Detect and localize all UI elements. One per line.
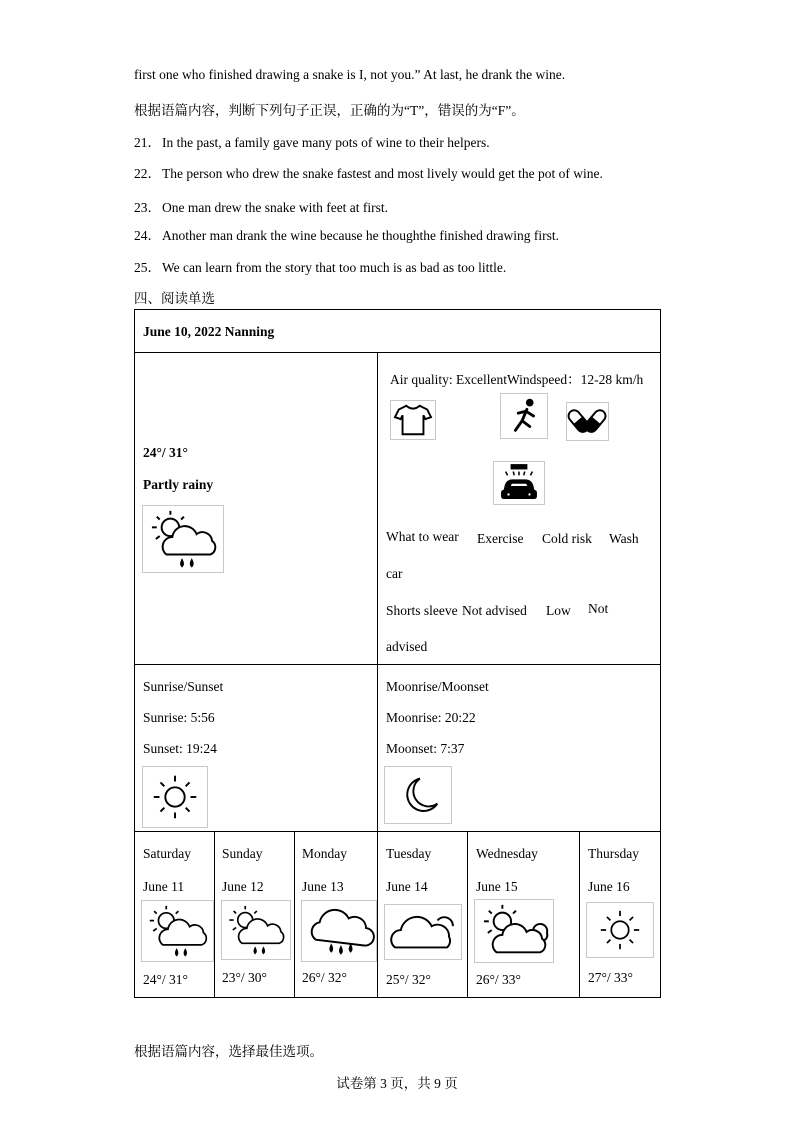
label-cold-risk: Cold risk — [542, 531, 592, 546]
forecast-day: Saturday — [143, 846, 191, 861]
forecast-day: Wednesday — [476, 846, 538, 861]
forecast-temp: 26°/ 32° — [302, 970, 347, 985]
question-number: 23． — [134, 200, 161, 215]
sunrise: Sunrise: 5:56 — [143, 710, 215, 725]
forecast-date: June 16 — [588, 879, 630, 894]
today-temp: 24°/ 31° — [143, 445, 188, 460]
value-wash-line2: advised — [386, 639, 428, 654]
moon-title: Moonrise/Moonset — [386, 679, 489, 694]
question-text: In the past, a family gave many pots of wine to their helpers. — [162, 135, 490, 150]
tshirt-icon — [390, 400, 436, 440]
sun-cell — [134, 664, 378, 832]
value-exercise: Not advised — [462, 603, 527, 618]
value-cold-risk: Low — [546, 603, 571, 618]
sun-cloud-icon — [474, 899, 554, 963]
mc-instruction: 根据语篇内容，选择最佳选项。 — [134, 1044, 323, 1059]
today-cell — [134, 352, 378, 665]
air-quality-windspeed: Air quality: ExcellentWindspeed：12-28 km/h — [390, 372, 644, 387]
label-car: car — [386, 566, 403, 581]
forecast-thursday — [579, 831, 661, 998]
section-title: 四、阅读单选 — [134, 291, 215, 306]
question-number: 25． — [134, 260, 161, 275]
forecast-date: June 11 — [143, 879, 185, 894]
question-text: The person who drew the snake fastest and most lively would get the pot of wine. — [162, 166, 603, 181]
question-text: One man drew the snake with feet at first. — [162, 200, 389, 215]
today-condition: Partly rainy — [143, 477, 214, 492]
forecast-wednesday — [467, 831, 580, 998]
forecast-date: June 13 — [302, 879, 344, 894]
sun-cloud-rain-icon — [142, 505, 224, 573]
question-number: 22． — [134, 166, 161, 181]
value-wash-line1: Not — [588, 601, 609, 616]
pills-icon — [566, 402, 609, 441]
tf-instruction: 根据语篇内容，判断下列句子正误，正确的为“T”，错误的为“F”。 — [134, 103, 525, 118]
weather-header: June 10, 2022 Nanning — [143, 324, 275, 339]
running-person-icon — [500, 393, 548, 439]
question-text: We can learn from the story that too much is as bad as too little. — [162, 260, 507, 275]
moonrise: Moonrise: 20:22 — [386, 710, 476, 725]
forecast-tuesday — [377, 831, 468, 998]
question-number: 21． — [134, 135, 161, 150]
label-exercise: Exercise — [477, 531, 524, 546]
forecast-temp: 25°/ 32° — [386, 972, 431, 987]
label-wash: Wash — [609, 531, 639, 546]
page-footer: 试卷第 3 页，共 9 页 — [336, 1076, 458, 1091]
question-number: 24． — [134, 228, 161, 243]
cloud-rain-icon — [301, 900, 377, 962]
sun-cloud-rain-icon — [221, 900, 291, 960]
question-text: Another man drank the wine because he thoughthe finished drawing first. — [162, 228, 560, 243]
sunset: Sunset: 19:24 — [143, 741, 217, 756]
question-22 — [134, 162, 603, 182]
car-wash-icon — [493, 461, 545, 505]
moon-cell — [377, 664, 661, 832]
label-what-to-wear: What to wear — [386, 529, 459, 544]
passage-end: first one who finished drawing a snake is I, not you.” At last, he drank the wine. — [134, 67, 566, 82]
forecast-date: June 15 — [476, 879, 518, 894]
forecast-temp: 26°/ 33° — [476, 972, 521, 987]
forecast-day: Monday — [302, 846, 347, 861]
moon-icon — [384, 766, 452, 824]
question-24 — [134, 224, 559, 244]
moonset: Moonset: 7:37 — [386, 741, 465, 756]
forecast-temp: 27°/ 33° — [588, 970, 633, 985]
forecast-day: Thursday — [588, 846, 639, 861]
question-23 — [134, 196, 388, 216]
forecast-date: June 12 — [222, 879, 264, 894]
forecast-day: Sunday — [222, 846, 263, 861]
sun-cloud-rain-icon — [141, 900, 214, 962]
forecast-sunday — [214, 831, 295, 998]
cloud-icon — [384, 904, 462, 960]
value-wear: Shorts sleeve — [386, 603, 458, 618]
forecast-monday — [294, 831, 378, 998]
sun-title: Sunrise/Sunset — [143, 679, 224, 694]
forecast-date: June 14 — [386, 879, 428, 894]
forecast-saturday — [134, 831, 215, 998]
question-21 — [134, 131, 490, 151]
weather-header-cell — [134, 309, 661, 353]
tips-cell — [377, 352, 661, 665]
forecast-temp: 23°/ 30° — [222, 970, 267, 985]
sun-icon — [586, 902, 654, 958]
forecast-day: Tuesday — [386, 846, 432, 861]
question-25 — [134, 256, 506, 276]
sun-icon — [142, 766, 208, 828]
forecast-temp: 24°/ 31° — [143, 972, 188, 987]
